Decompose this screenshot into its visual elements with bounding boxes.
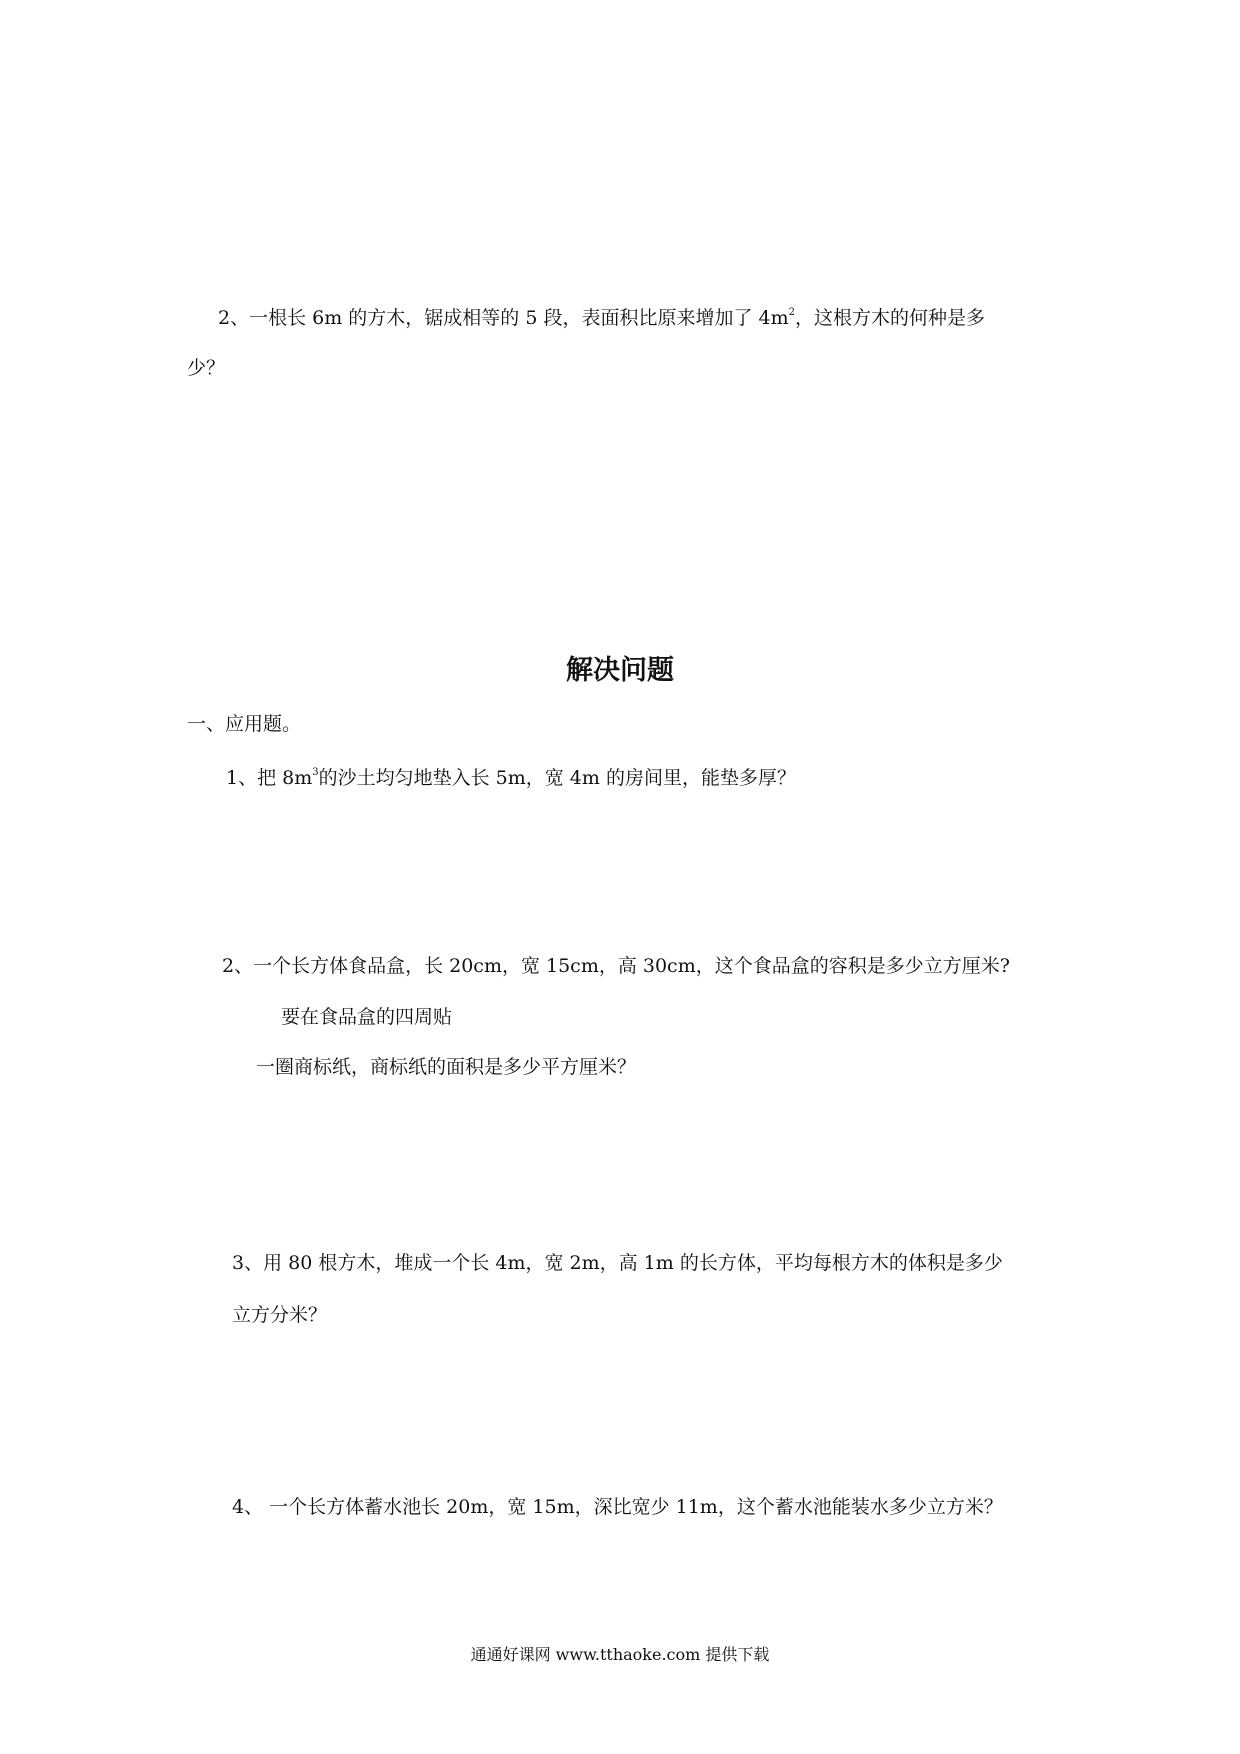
section-title: 解决问题	[566, 655, 674, 686]
question-2-line1: 2、一个长方体食品盒，长 20cm，宽 15cm，高 30cm，这个食品盒的容积是多少立方厘米?	[222, 955, 1010, 977]
question-2-line3: 一圈商标纸，商标纸的面积是多少平方厘米？	[256, 1056, 637, 1078]
question-4-line1: 4、 一个长方体蓄水池长 20m，宽 15m，深比宽少 11m，这个蓄水池能装水多少立方米？	[232, 1496, 1003, 1518]
question-2-line2: 要在食品盒的四周贴	[281, 1006, 453, 1028]
footer-text: 通通好课网 www.tthaoke.com 提供下载	[470, 1645, 770, 1664]
question-1: 1、把 $8m^3$的沙土均匀地垫入长 5m，宽 4m 的房间里，能垫多厚？	[226, 767, 796, 789]
prev-q2-line2: 少？	[187, 357, 226, 379]
prev-q2-line1: 2、一根长 6m 的方木，锯成相等的 5 段，表面积比原来增加了 $4m^2$，这根方木的何种是多	[218, 307, 985, 329]
question-3-line1: 3、用 80 根方木，堆成一个长 4m，宽 2m，高 1m 的长方体，平均每根方木的体积是多少	[232, 1252, 1003, 1274]
question-3-line2: 立方分米？	[232, 1304, 328, 1326]
section-heading: 一、应用题。	[187, 713, 302, 735]
